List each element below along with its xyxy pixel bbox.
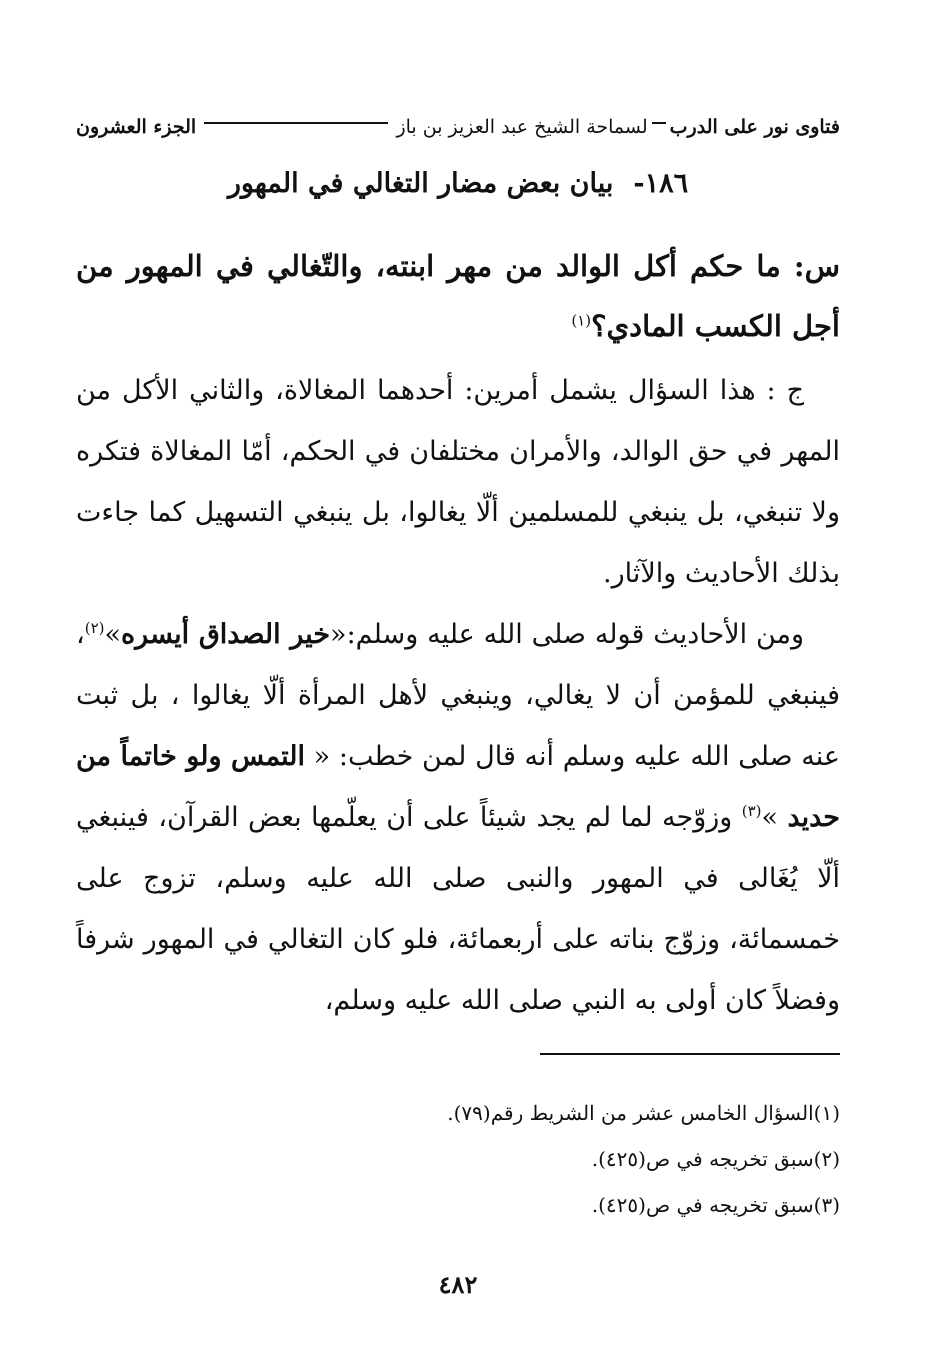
- chapter-number: ١٨٦-: [633, 168, 689, 199]
- para2-middle: ، فينبغي للمؤمن أن لا يغالي، وينبغي لأهل المرأة ألّا يغالوا ، بل ثبت عنه صلى الله عليه وسلم أنه قال لمن خطب:: [76, 619, 840, 772]
- quote-open: «: [330, 619, 347, 650]
- answer-paragraph: ج : هذا السؤال يشمل أمرين: أحدهما المغالاة، والثاني الأكل من المهر في حق الوالد، والأمران مختلفان في الحكم، أمّا المغالاة فتكره ولا تنبغي، بل ينبغي للمسلمين ألّا يغالوا، بل ينبغي التسهيل كما جاءت بذلك الأحاديث والآثار.: [76, 375, 840, 589]
- header-dash: [652, 122, 666, 124]
- footnote-ref-1: (١): [571, 311, 592, 330]
- quote-close: »: [104, 619, 122, 650]
- chapter-title: بيان بعض مضار التغالي في المهور: [227, 168, 614, 199]
- chapter-heading: [76, 168, 840, 199]
- footnote-1: (١)السؤال الخامس عشر من الشريط رقم(٧٩).: [447, 1101, 840, 1125]
- hadith-paragraph: [76, 604, 840, 1031]
- running-header: [76, 112, 840, 142]
- author-name: لسماحة الشيخ عبد العزيز بن باز: [396, 116, 648, 138]
- hadith-quote-1: خير الصداق أيسره: [121, 619, 331, 650]
- header-rule: [204, 122, 388, 124]
- page: [76, 0, 840, 1364]
- book-title: فتاوى نور على الدرب: [669, 116, 840, 138]
- quote-close-2: »: [761, 802, 788, 833]
- footnote-ref-2: (٢): [84, 619, 105, 637]
- para2-intro: ومن الأحاديث قوله صلى الله عليه وسلم:: [346, 619, 805, 650]
- hadith-quote-2: التمس ولو خاتماً من حديد: [76, 741, 840, 833]
- footnote-separator: [540, 1053, 840, 1055]
- para2-rest: وزوّجه لما لم يجد شيئاً على أن يعلّمها بعض القرآن، فينبغي ألّا يُغَالى في المهور والنبى صلى الله عليه وسلم، تزوج على خمسمائة، وزوّج بناته على أربعمائة، فلو كان التغالي في المهور شرفاً وفضلاً كان أولى به النبي صلى الله عليه وسلم،: [76, 802, 840, 1016]
- footnote-ref-3: (٣): [741, 802, 762, 820]
- quote-open-2: «: [304, 741, 331, 772]
- part-label: الجزء العشرون: [76, 116, 197, 138]
- question-text: س: ما حكم أكل الوالد من مهر ابنته، والتّغالي في المهور من أجل الكسب المادي؟: [76, 249, 840, 343]
- question-paragraph: [76, 236, 840, 356]
- footnote-2: (٢)سبق تخريجه في ص(٤٢٥).: [591, 1147, 840, 1171]
- footnote-3: (٣)سبق تخريجه في ص(٤٢٥).: [591, 1193, 840, 1217]
- footnotes: [76, 1090, 840, 1228]
- body-text: [76, 236, 840, 1031]
- page-number: ٤٨٢: [438, 1270, 478, 1299]
